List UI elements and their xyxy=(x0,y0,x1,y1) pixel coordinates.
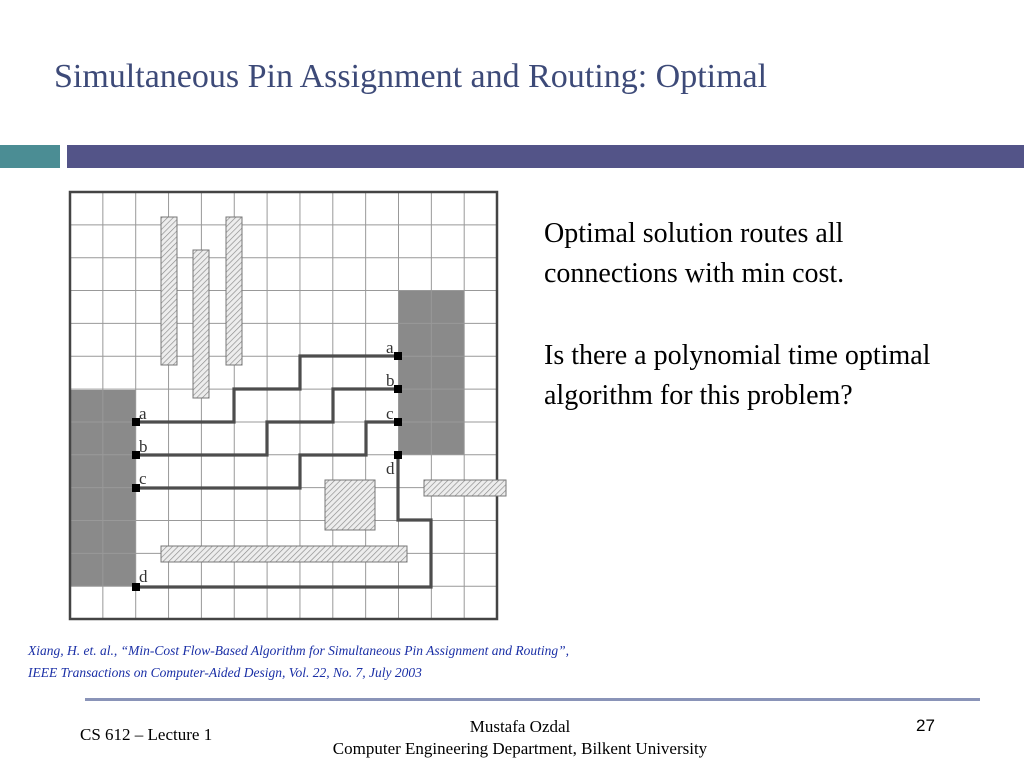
pin-right-d xyxy=(394,451,402,459)
footer-divider xyxy=(85,698,980,701)
page-number: 27 xyxy=(916,716,935,735)
title-accent-bar-teal xyxy=(0,145,60,168)
obstacle-horizontal-right xyxy=(424,480,506,496)
pin-label-right-a: a xyxy=(386,338,394,357)
citation-line-1: Xiang, H. et. al., “Min-Cost Flow-Based Algorithm for Simultaneous Pin Assignment and Routing”, xyxy=(28,643,570,658)
citation xyxy=(28,640,928,684)
pin-right-a xyxy=(394,352,402,360)
title-accent-bar-navy xyxy=(67,145,1024,168)
pin-label-left-a: a xyxy=(139,404,147,423)
obstacle-vertical-1 xyxy=(161,217,177,365)
obstacle-vertical-2 xyxy=(193,250,209,398)
pin-right-c xyxy=(394,418,402,426)
pin-right-b xyxy=(394,385,402,393)
slide-title: Simultaneous Pin Assignment and Routing: Optimal xyxy=(54,58,768,95)
pin-label-left-d: d xyxy=(139,567,148,586)
pin-label-left-c: c xyxy=(139,469,147,488)
footer-department: Computer Engineering Department, Bilkent University xyxy=(332,739,708,758)
pin-label-left-b: b xyxy=(139,437,148,456)
footer-author: Mustafa Ozdal xyxy=(469,717,571,736)
pin-label-right-d: d xyxy=(386,459,395,478)
slide-body xyxy=(544,214,984,458)
body-paragraph-2: Is there a polynomial time optimal algorithm for this problem? xyxy=(544,340,931,411)
routing-grid-figure xyxy=(64,188,514,626)
obstacle-vertical-3 xyxy=(226,217,242,365)
obstacle-square xyxy=(325,480,375,530)
citation-line-2: IEEE Transactions on Computer-Aided Design, Vol. 22, No. 7, July 2003 xyxy=(28,665,422,680)
pin-label-right-c: c xyxy=(386,404,394,423)
footer-credits xyxy=(300,716,740,760)
body-paragraph-1: Optimal solution routes all connections with min cost. xyxy=(544,218,845,289)
footer-course: CS 612 – Lecture 1 xyxy=(80,725,213,744)
obstacle-horizontal-bottom xyxy=(161,546,407,562)
pin-label-right-b: b xyxy=(386,371,395,390)
